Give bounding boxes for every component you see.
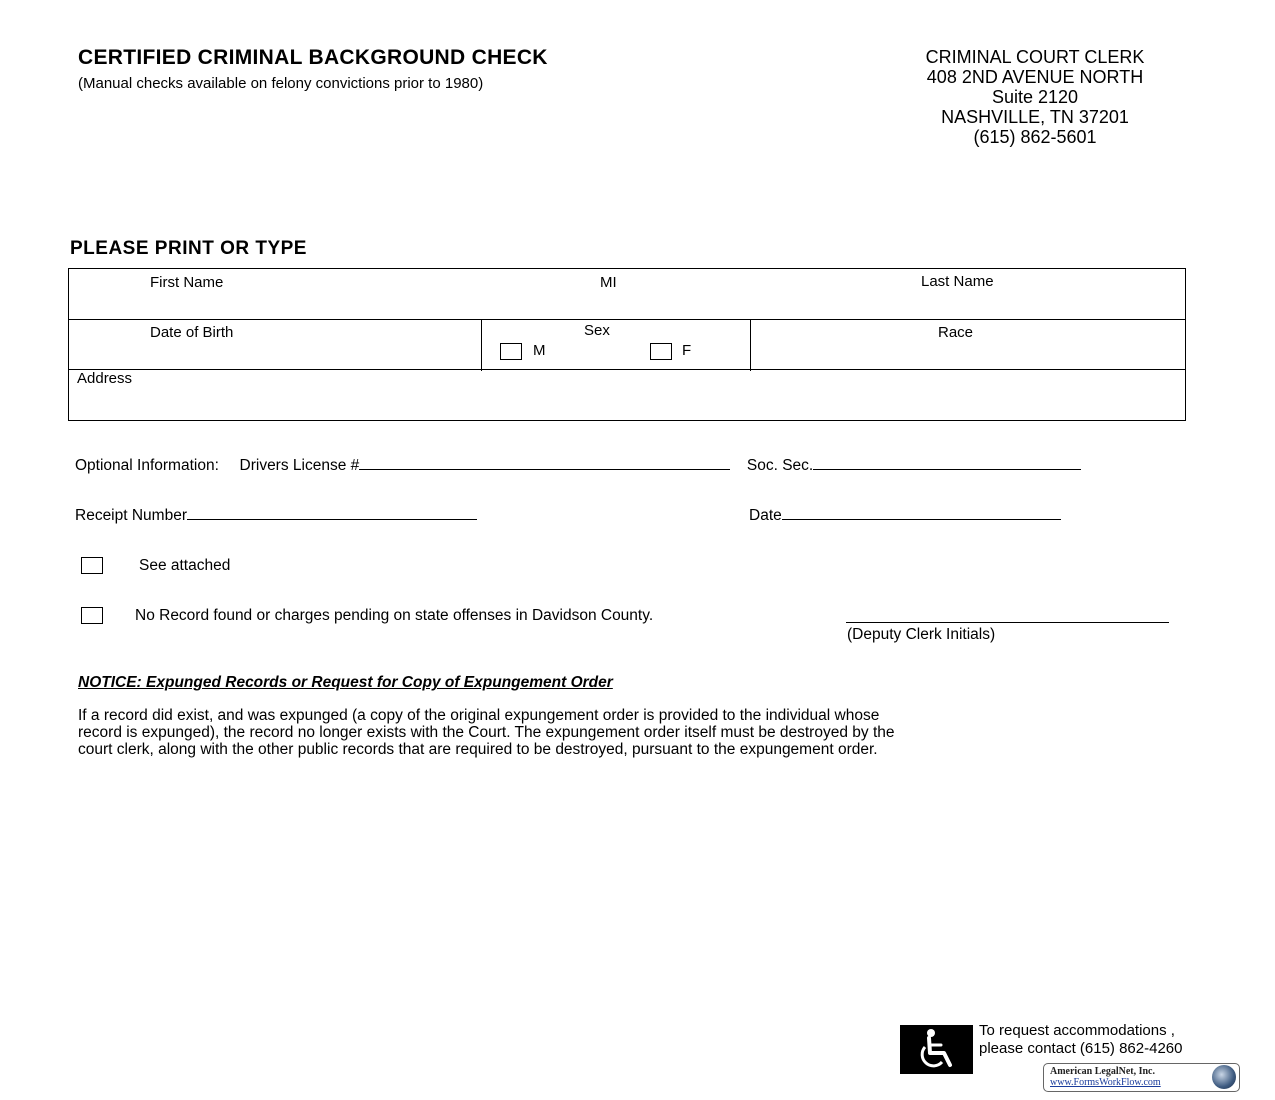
publisher-logo xyxy=(1043,1063,1240,1092)
table-divider xyxy=(750,320,751,371)
receipt-number-input[interactable] xyxy=(187,505,477,520)
sex-male-label: M xyxy=(533,342,546,359)
see-attached-label: See attached xyxy=(139,557,231,574)
deputy-initials-label: (Deputy Clerk Initials) xyxy=(847,626,996,643)
office-address xyxy=(860,47,1210,147)
soc-sec-input[interactable] xyxy=(813,455,1081,470)
office-suite: Suite 2120 xyxy=(991,87,1079,107)
table-divider xyxy=(68,369,1185,370)
accommodation-text xyxy=(979,1022,1182,1058)
date-row xyxy=(749,505,1061,525)
optional-info-row xyxy=(75,455,1081,475)
date-of-birth-field[interactable]: Date of Birth xyxy=(150,324,234,341)
table-divider xyxy=(68,319,1185,320)
middle-initial-field[interactable]: MI xyxy=(600,274,617,291)
sex-female-label: F xyxy=(682,342,692,359)
receipt-row xyxy=(75,505,477,525)
see-attached-checkbox[interactable] xyxy=(81,557,103,574)
applicant-info-table xyxy=(68,268,1186,421)
office-street: 408 2ND AVENUE NORTH xyxy=(926,67,1144,87)
sex-label: Sex xyxy=(584,322,610,339)
wheelchair-icon xyxy=(900,1025,973,1074)
deputy-initials-line[interactable] xyxy=(846,622,1169,623)
notice-heading: NOTICE: Expunged Records or Request for Copy of Expungement Order xyxy=(78,674,613,691)
no-record-label: No Record found or charges pending on state offenses in Davidson County. xyxy=(135,607,654,624)
address-field[interactable]: Address xyxy=(77,370,133,387)
sex-male-checkbox[interactable] xyxy=(500,343,522,360)
office-phone: (615) 862-5601 xyxy=(973,127,1097,147)
print-instruction: PLEASE PRINT OR TYPE xyxy=(70,238,307,259)
soc-sec-label: Soc. Sec. xyxy=(746,457,814,474)
optional-info-label: Optional Information: xyxy=(75,457,219,474)
race-field[interactable]: Race xyxy=(938,324,974,341)
office-city: NASHVILLE, TN 37201 xyxy=(941,107,1129,127)
notice-line: record is expunged), the record no longer exists with the Court. The expungement order itself must be destroyed by the xyxy=(78,724,895,741)
first-name-field[interactable]: First Name xyxy=(150,274,224,291)
notice-line: court clerk, along with the other public records that are required to be destroyed, pursuant to the expungement order. xyxy=(78,741,878,758)
globe-icon xyxy=(1212,1065,1236,1089)
no-record-checkbox[interactable] xyxy=(81,607,103,624)
notice-paragraph xyxy=(78,707,1188,758)
receipt-number-label: Receipt Number xyxy=(75,507,187,524)
last-name-field[interactable]: Last Name xyxy=(921,273,994,290)
form-title: CERTIFIED CRIMINAL BACKGROUND CHECK xyxy=(78,46,548,69)
date-input[interactable] xyxy=(782,505,1061,520)
accommodation-line: To request accommodations , xyxy=(979,1022,1175,1039)
date-label: Date xyxy=(749,507,782,524)
table-divider xyxy=(481,320,482,371)
publisher-link[interactable]: www.FormsWorkFlow.com xyxy=(1050,1077,1161,1088)
sex-female-checkbox[interactable] xyxy=(650,343,672,360)
drivers-license-input[interactable] xyxy=(359,455,730,470)
accommodation-contact: please contact (615) 862-4260 xyxy=(979,1040,1183,1057)
publisher-name: American LegalNet, Inc. xyxy=(1050,1066,1155,1077)
office-name: CRIMINAL COURT CLERK xyxy=(925,47,1145,67)
drivers-license-label: Drivers License # xyxy=(239,457,360,474)
form-subtitle: (Manual checks available on felony convictions prior to 1980) xyxy=(78,75,484,92)
notice-line: If a record did exist, and was expunged (a copy of the original expungement order is provided to the individual whose xyxy=(78,707,880,724)
